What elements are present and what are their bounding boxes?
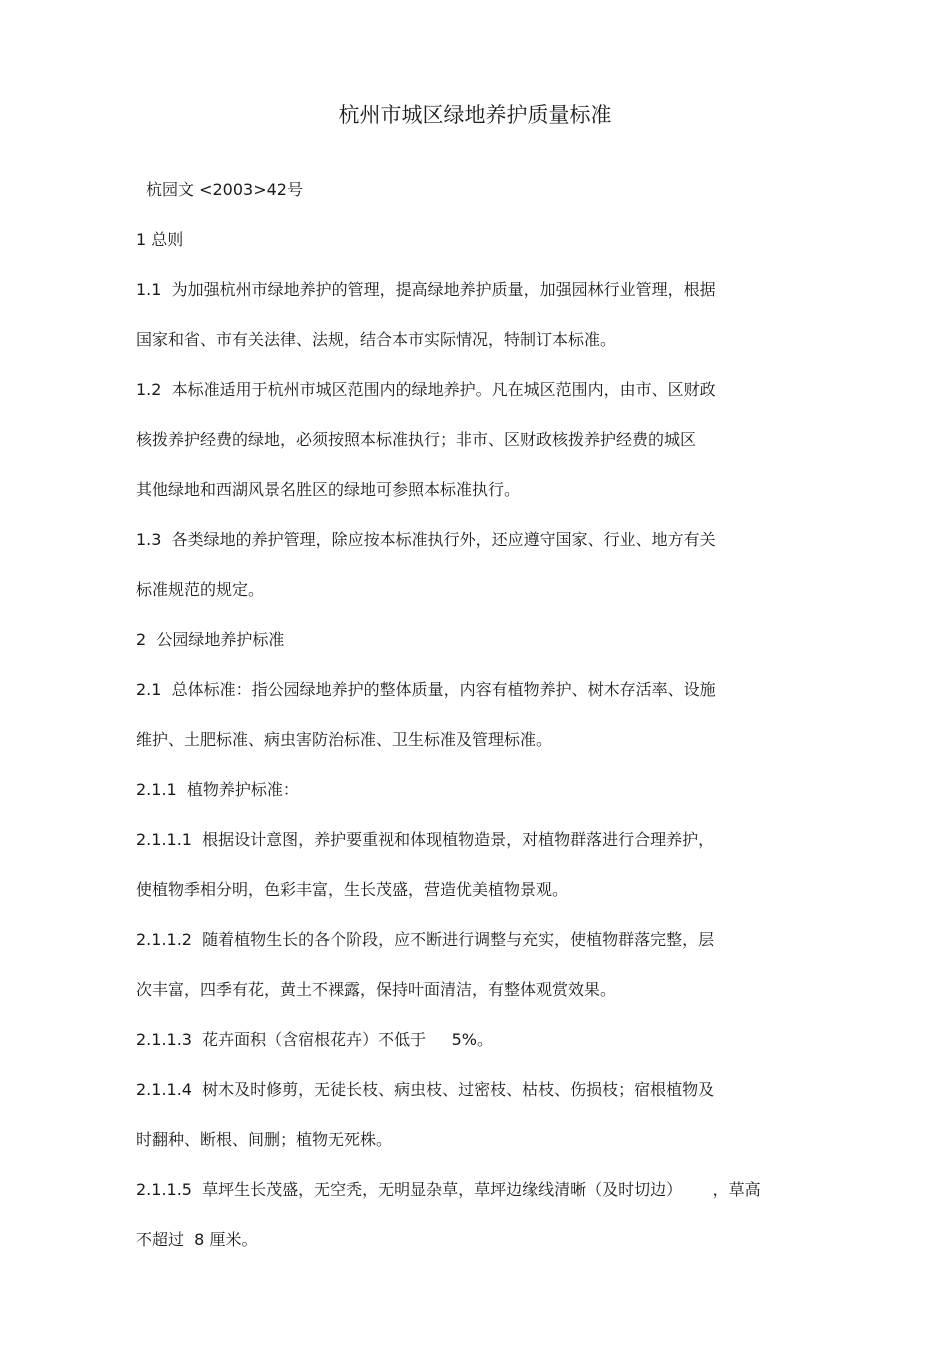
paragraph-line: 不超过 8 厘米。 bbox=[136, 1230, 258, 1249]
paragraph-line: 使植物季相分明，色彩丰富，生长茂盛，营造优美植物景观。 bbox=[136, 880, 569, 899]
section-heading-1: 1 总则 bbox=[136, 230, 184, 249]
paragraph-line: 时翻种、断根、间删；植物无死株。 bbox=[136, 1130, 393, 1149]
paragraph-line: 2.1.1.4 树木及时修剪，无徒长枝、病虫枝、过密枝、枯枝、伤损枝；宿根植物及 bbox=[136, 1080, 715, 1099]
paragraph-line: 其他绿地和西湖风景名胜区的绿地可参照本标准执行。 bbox=[136, 480, 521, 499]
paragraph-line: 2.1 总体标准：指公园绿地养护的整体质量，内容有植物养护、树木存活率、设施 bbox=[136, 680, 716, 699]
paragraph-line: 国家和省、市有关法律、法规，结合本市实际情况，特制订本标准。 bbox=[136, 330, 617, 349]
paragraph-line: 1.3 各类绿地的养护管理，除应按本标准执行外，还应遵守国家、行业、地方有关 bbox=[136, 530, 716, 549]
paragraph-line: 2.1.1.2 随着植物生长的各个阶段，应不断进行调整与充实，使植物群落完整，层 bbox=[136, 930, 715, 949]
document-number: 杭园文 <2003>42号 bbox=[146, 180, 303, 199]
paragraph-line: 2.1.1.3 花卉面积（含宿根花卉）不低于 5%。 bbox=[136, 1030, 493, 1049]
paragraph-line: 次丰富，四季有花，黄土不裸露，保持叶面清洁，有整体观赏效果。 bbox=[136, 980, 617, 999]
subsection-heading: 2.1.1 植物养护标准： bbox=[136, 780, 299, 799]
paragraph-line: 2.1.1.5 草坪生长茂盛，无空秃，无明显杂草，草坪边缘线清晰（及时切边） ，草高 bbox=[136, 1180, 761, 1199]
paragraph-line: 核拨养护经费的绿地，必须按照本标准执行；非市、区财政核拨养护经费的城区 bbox=[136, 430, 697, 449]
paragraph-line: 标准规范的规定。 bbox=[136, 580, 265, 599]
section-heading-2: 2 公园绿地养护标准 bbox=[136, 630, 285, 649]
paragraph-line: 2.1.1.1 根据设计意图，养护要重视和体现植物造景，对植物群落进行合理养护， bbox=[136, 830, 715, 849]
document-title: 杭州市城区绿地养护质量标准 bbox=[338, 103, 612, 127]
paragraph-line: 1.1 为加强杭州市绿地养护的管理，提高绿地养护质量，加强园林行业管理，根据 bbox=[136, 280, 716, 299]
paragraph-line: 1.2 本标准适用于杭州市城区范围内的绿地养护。凡在城区范围内，由市、区财政 bbox=[136, 380, 716, 399]
paragraph-line: 维护、土肥标准、病虫害防治标准、卫生标准及管理标准。 bbox=[136, 730, 553, 749]
